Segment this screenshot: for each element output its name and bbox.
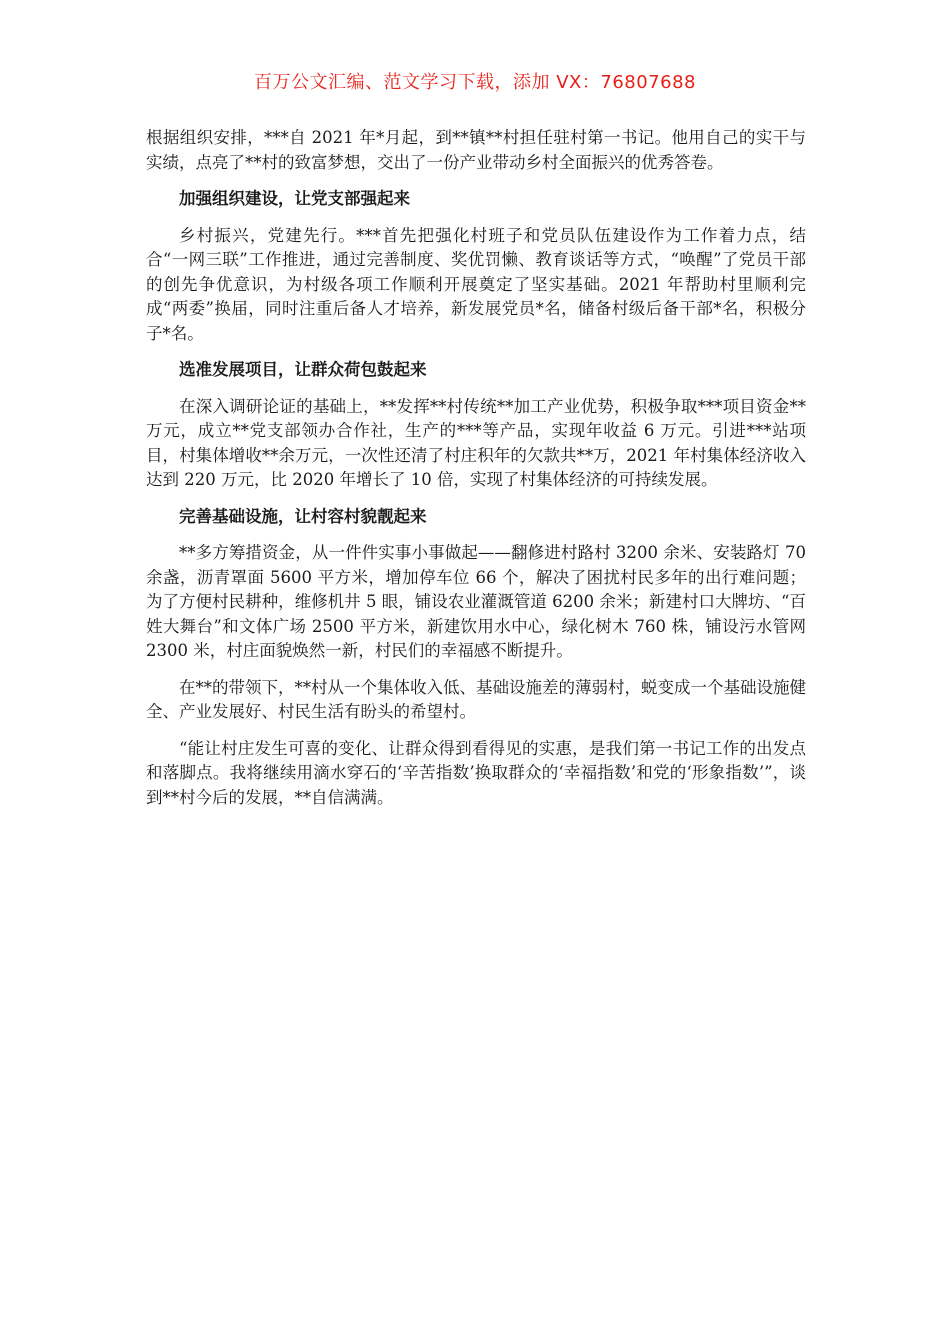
intro-paragraph: 根据组织安排，***自 2021 年*月起，到**镇**村担任驻村第一书记。他用自己的实干与实绩，点亮了**村的致富梦想，交出了一份产业带动乡村全面振兴的优秀答卷。: [146, 128, 806, 172]
closing-paragraph: 在**的带领下，**村从一个集体收入低、基础设施差的薄弱村，蜕变成一个基础设施健全、产业发展好、村民生活有盼头的希望村。: [146, 677, 806, 721]
header-banner: 百万公文汇编、范文学习下载，添加 VX：76807688: [254, 72, 696, 93]
section-heading-infrastructure: 完善基础设施，让村容村貌靓起来: [179, 506, 427, 526]
section-body-projects: 在深入调研论证的基础上，**发挥**村传统**加工产业优势，积极争取***项目资金**万元，成立**党支部领办合作社，生产的***等产品，实现年收益 6 万元。引进***站项目，村集体增收**余万元，一次性还清了村庄积年的欠款共**万，2021 年村集体经济收入达到 220 万元，比 2020 年增长了 10 倍，实现了村集体经济的可持续发展。: [146, 396, 806, 489]
section-heading-projects: 选准发展项目，让群众荷包鼓起来: [179, 360, 427, 379]
section-heading-organization: 加强组织建设，让党支部强起来: [179, 189, 410, 208]
closing-quote-paragraph: “能让村庄发生可喜的变化、让群众得到看得见的实惠，是我们第一书记工作的出发点和落脚点。我将继续用滴水穿石的‘辛苦指数’换取群众的‘幸福指数’和党的‘形象指数’”，谈到**村今后的发展，**自信满满。: [146, 738, 806, 807]
document-body: [146, 126, 806, 822]
section-body-infrastructure: **多方筹措资金，从一件件实事小事做起——翻修进村路村 3200 余米、安装路灯 70 余盏，沥青罩面 5600 平方米，增加停车位 66 个，解决了困扰村民多年的出行难问题；为了方便村民耕种，维修机井 5 眼，铺设农业灌溉管道 6200 余米；新建村口大牌坊、“百姓大舞台”和文体广场 2500 平方米，新建饮用水中心，绿化树木 760 株，铺设污水管网 2300 米，村庄面貌焕然一新，村民们的幸福感不断提升。: [146, 543, 806, 660]
section-body-organization: 乡村振兴，党建先行。***首先把强化村班子和党员队伍建设作为工作着力点，结合“一网三联”工作推进，通过完善制度、奖优罚懒、教育谈话等方式，“唤醒”了党员干部的创先争优意识，为村级各项工作顺利开展奠定了坚实基础。2021 年帮助村里顺利完成“两委”换届，同时注重后备人才培养，新发展党员*名，储备村级后备干部*名，积极分子*名。: [146, 225, 806, 343]
